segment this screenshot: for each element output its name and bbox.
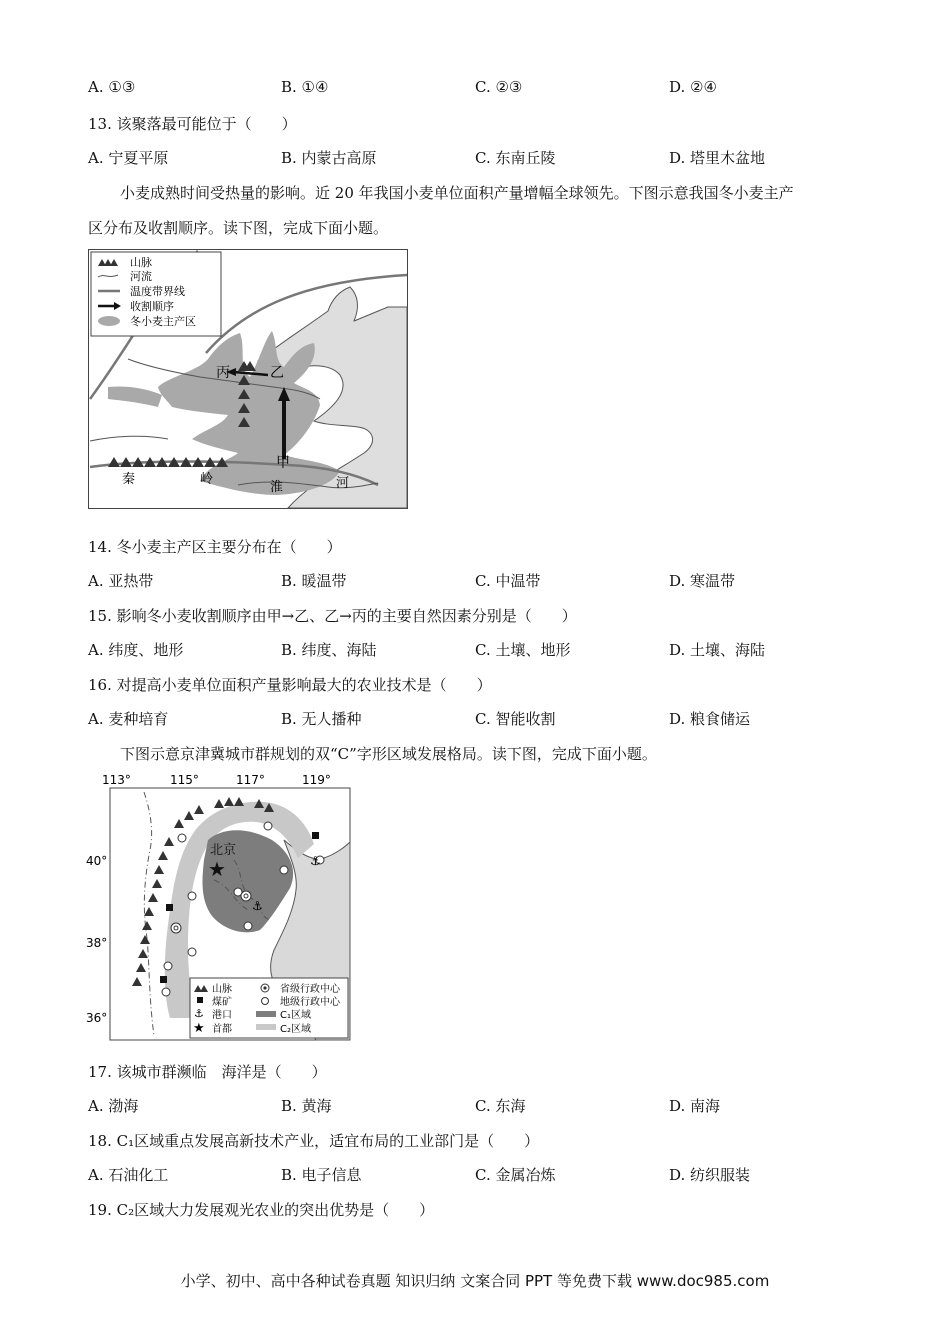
map2-lon-117: 117° [236, 773, 265, 787]
q18-option-c: C. 金属冶炼 [475, 1166, 556, 1184]
map2-legend-c1: C₁区域 [280, 1010, 311, 1021]
q15-option-d: D. 土壤、海陆 [669, 641, 766, 659]
intro-paragraph-1-line1: 小麦成熟时间受热量的影响。近 20 年我国小麦单位面积产量增幅全球领先。下图示意我国冬小麦主产 [120, 184, 794, 202]
q17-stem: 17. 该城市群濒临 海洋是（ ） [88, 1063, 327, 1081]
q13-stem: 13. 该聚落最可能位于（ ） [88, 115, 297, 133]
q18-option-d: D. 纺织服装 [669, 1166, 751, 1184]
map2-legend-provincial: 省级行政中心 [280, 984, 340, 995]
map1-label-ling: 岭 [200, 472, 214, 487]
map2-lat-40: 40° [86, 854, 108, 868]
q16-stem: 16. 对提高小麦单位面积产量影响最大的农业技术是（ ） [88, 676, 492, 694]
map2-lat-38: 38° [86, 936, 108, 950]
map2-lon-119: 119° [302, 773, 331, 787]
q13-option-d: D. 塔里木盆地 [669, 149, 766, 167]
q16-option-c: C. 智能收割 [475, 710, 556, 728]
map1-legend-mountain: 山脉 [130, 256, 152, 269]
map1-legend-river: 河流 [130, 270, 152, 283]
page-footer[interactable]: 小学、初中、高中各种试卷真题 知识归纳 文案合同 PPT 等免费下载 www.doc985.com [180, 1272, 770, 1290]
q17-option-c: C. 东海 [475, 1097, 526, 1115]
map1-label-he: 河 [336, 476, 350, 491]
map2-legend-coal: 煤矿 [212, 997, 232, 1008]
q16-option-d: D. 粮食储运 [669, 710, 751, 728]
q12-option-a: A. ①③ [88, 78, 136, 96]
q16-option-a: A. 麦种培育 [88, 710, 169, 728]
map1-legend-wheat: 冬小麦主产区 [130, 315, 196, 328]
q17-option-a: A. 渤海 [88, 1097, 139, 1115]
q12-option-d: D. ②④ [669, 78, 717, 96]
map2-capital-label: 北京 [210, 843, 237, 858]
q18-stem: 18. C₁区域重点发展高新技术产业，适宜布局的工业部门是（ ） [88, 1132, 540, 1150]
map2-legend-capital: 首都 [212, 1024, 232, 1035]
q14-option-c: C. 中温带 [475, 572, 541, 590]
q15-option-b: B. 纬度、海陆 [281, 641, 377, 659]
map2-lon-115: 115° [170, 773, 199, 787]
q17-option-b: B. 黄海 [281, 1097, 332, 1115]
q15-option-a: A. 纬度、地形 [88, 641, 184, 659]
q19-stem: 19. C₂区域大力发展观光农业的突出优势是（ ） [88, 1201, 435, 1219]
jingjinji-map [84, 770, 354, 1045]
svg-text:⚓: ⚓ [310, 854, 321, 868]
svg-text:★: ★ [193, 1021, 205, 1036]
map2-legend-c2: C₂区域 [280, 1024, 311, 1035]
svg-text:⚓: ⚓ [252, 899, 263, 913]
map2-legend-prefectural: 地级行政中心 [280, 997, 340, 1008]
map2-legend-port: 港口 [212, 1010, 232, 1021]
wheat-map [88, 249, 408, 509]
map2-lon-113: 113° [102, 773, 131, 787]
q15-option-c: C. 土壤、地形 [475, 641, 571, 659]
map2-lat-36: 36° [86, 1011, 108, 1025]
q12-option-b: B. ①④ [281, 78, 329, 96]
map1-label-yi: 乙 [270, 365, 284, 381]
q15-stem: 15. 影响冬小麦收割顺序由甲→乙、乙→丙的主要自然因素分别是（ ） [88, 607, 577, 625]
svg-text:⚓: ⚓ [194, 1007, 204, 1020]
map1-label-bing: 丙 [216, 365, 230, 381]
q13-option-b: B. 内蒙古高原 [281, 149, 377, 167]
q16-option-b: B. 无人播种 [281, 710, 362, 728]
q14-stem: 14. 冬小麦主产区主要分布在（ ） [88, 538, 342, 556]
map1-legend-harvest: 收割顺序 [130, 300, 174, 313]
intro-paragraph-1-line2: 区分布及收割顺序。读下图，完成下面小题。 [88, 219, 389, 237]
q14-option-a: A. 亚热带 [88, 572, 154, 590]
q14-option-d: D. 寒温带 [669, 572, 736, 590]
q17-option-d: D. 南海 [669, 1097, 721, 1115]
map1-label-qin: 秦 [122, 472, 136, 487]
q14-option-b: B. 暖温带 [281, 572, 347, 590]
q18-option-a: A. 石油化工 [88, 1166, 169, 1184]
intro-paragraph-2: 下图示意京津冀城市群规划的双“C”字形区域发展格局。读下图，完成下面小题。 [120, 745, 657, 763]
map1-label-jia: 甲 [276, 455, 290, 471]
svg-text:★: ★ [208, 857, 226, 881]
map1-label-huai: 淮 [270, 480, 284, 495]
map1-legend-boundary: 温度带界线 [130, 285, 185, 298]
q13-option-a: A. 宁夏平原 [88, 149, 169, 167]
q13-option-c: C. 东南丘陵 [475, 149, 556, 167]
map2-legend-mountain: 山脉 [212, 984, 232, 995]
q18-option-b: B. 电子信息 [281, 1166, 362, 1184]
q12-option-c: C. ②③ [475, 78, 523, 96]
